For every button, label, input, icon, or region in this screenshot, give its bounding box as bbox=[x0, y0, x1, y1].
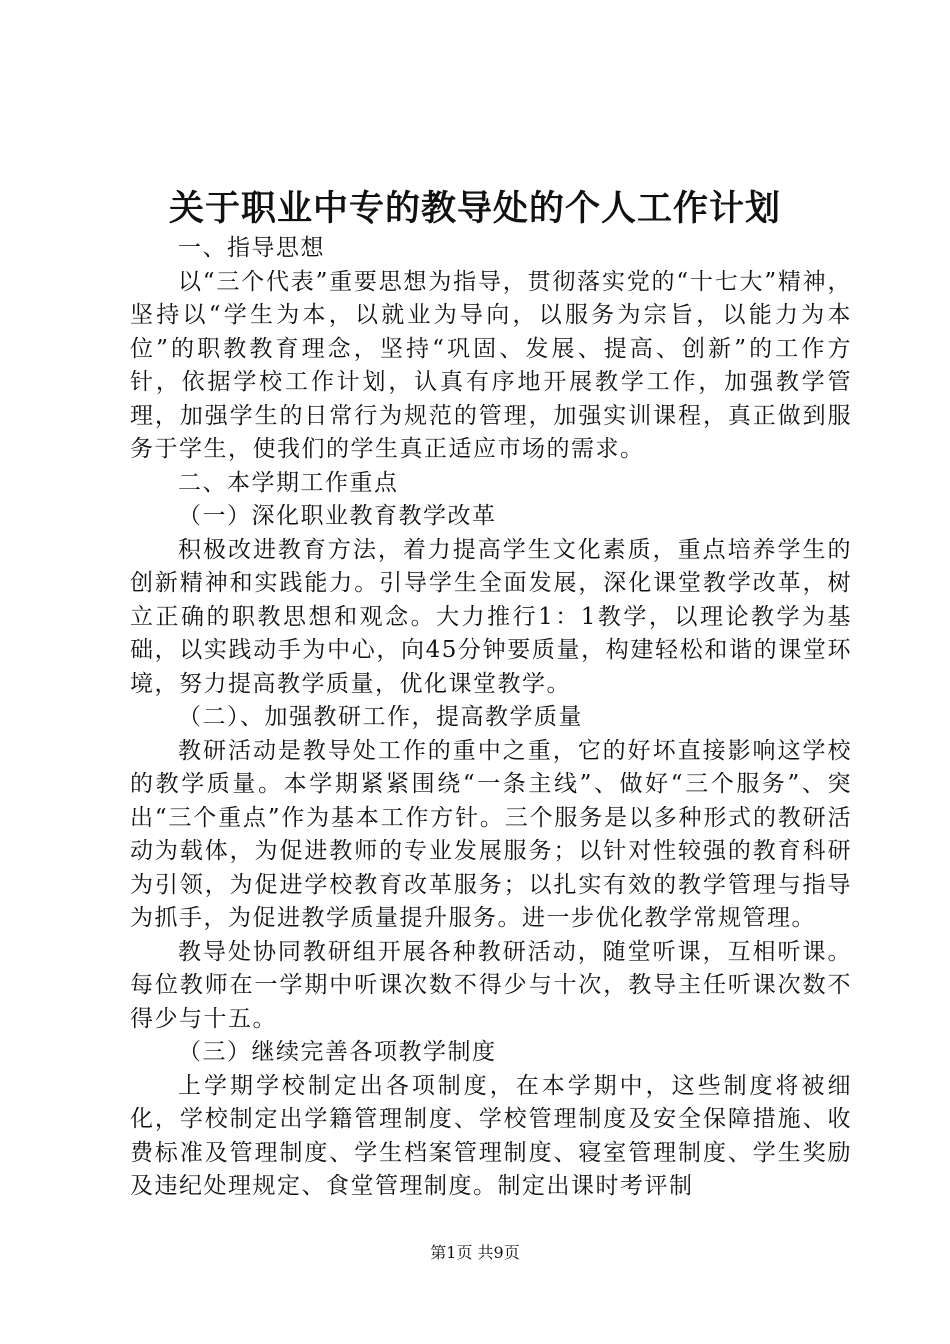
document-title: 关于职业中专的教导处的个人工作计划 bbox=[168, 188, 781, 229]
paragraph-lesson-observation: 教导处协同教研组开展各种教研活动，随堂听课，互相听课。每位教师在一学期中听课次数不得少与十次，教导主任听课次数不得少与十五。 bbox=[130, 938, 852, 1032]
paragraph-guiding-ideology: 以“三个代表”重要思想为指导，贯彻落实党的“十七大”精神，坚持以“学生为本，以就业为导向，以服务为宗旨，以能力为本位”的职教教育理念，坚持“巩固、发展、提高、创新”的工作方针，依据学校工作计划，认真有序地开展教学工作，加强教学管理，加强学生的日常行为规范的管理，加强实训课程，真正做到服务于学生，使我们的学生真正适应市场的需求。 bbox=[130, 268, 852, 462]
subsection-heading-systems: （三）继续完善各项教学制度 bbox=[178, 1039, 497, 1065]
document-body bbox=[130, 232, 852, 1204]
paragraph-teaching-research: 教研活动是教导处工作的重中之重，它的好坏直接影响这学校的教学质量。本学期紧紧围绕“一条主线”、做好“三个服务”、突出“三个重点”作为基本工作方针。三个服务是以多种形式的教研活动为载体，为促进教师的专业发展服务；以针对性较强的教育科研为引领，为促进学校教育改革服务；以扎实有效的教学管理与指导为抓手，为促进教学质量提升服务。进一步优化教学常规管理。 bbox=[130, 737, 852, 931]
paragraph-systems: 上学期学校制定出各项制度，在本学期中，这些制度将被细化，学校制定出学籍管理制度、学校管理制度及安全保障措施、收费标准及管理制度、学生档案管理制度、寝室管理制度、学生奖励及违纪处理规定、食堂管理制度。制定出课时考评制 bbox=[130, 1072, 852, 1199]
subsection-heading-teaching-research: （二）、加强教研工作，提高教学质量 bbox=[178, 704, 583, 730]
section-heading-key-work: 二、本学期工作重点 bbox=[178, 469, 399, 496]
paragraph-reform: 积极改进教育方法，着力提高学生文化素质，重点培养学生的创新精神和实践能力。引导学生全面发展，深化课堂教学改革，树立正确的职教思想和观念。大力推行1：1教学，以理论教学为基础，以实践动手为中心，向45分钟要质量，构建轻松和谐的课堂环境，努力提高教学质量，优化课堂教学。 bbox=[130, 536, 852, 697]
section-heading-guiding-ideology: 一、指导思想 bbox=[178, 235, 325, 261]
page-number-footer: 第1页 共9页 bbox=[430, 1243, 520, 1262]
subsection-heading-reform: （一）深化职业教育教学改革 bbox=[178, 503, 497, 529]
